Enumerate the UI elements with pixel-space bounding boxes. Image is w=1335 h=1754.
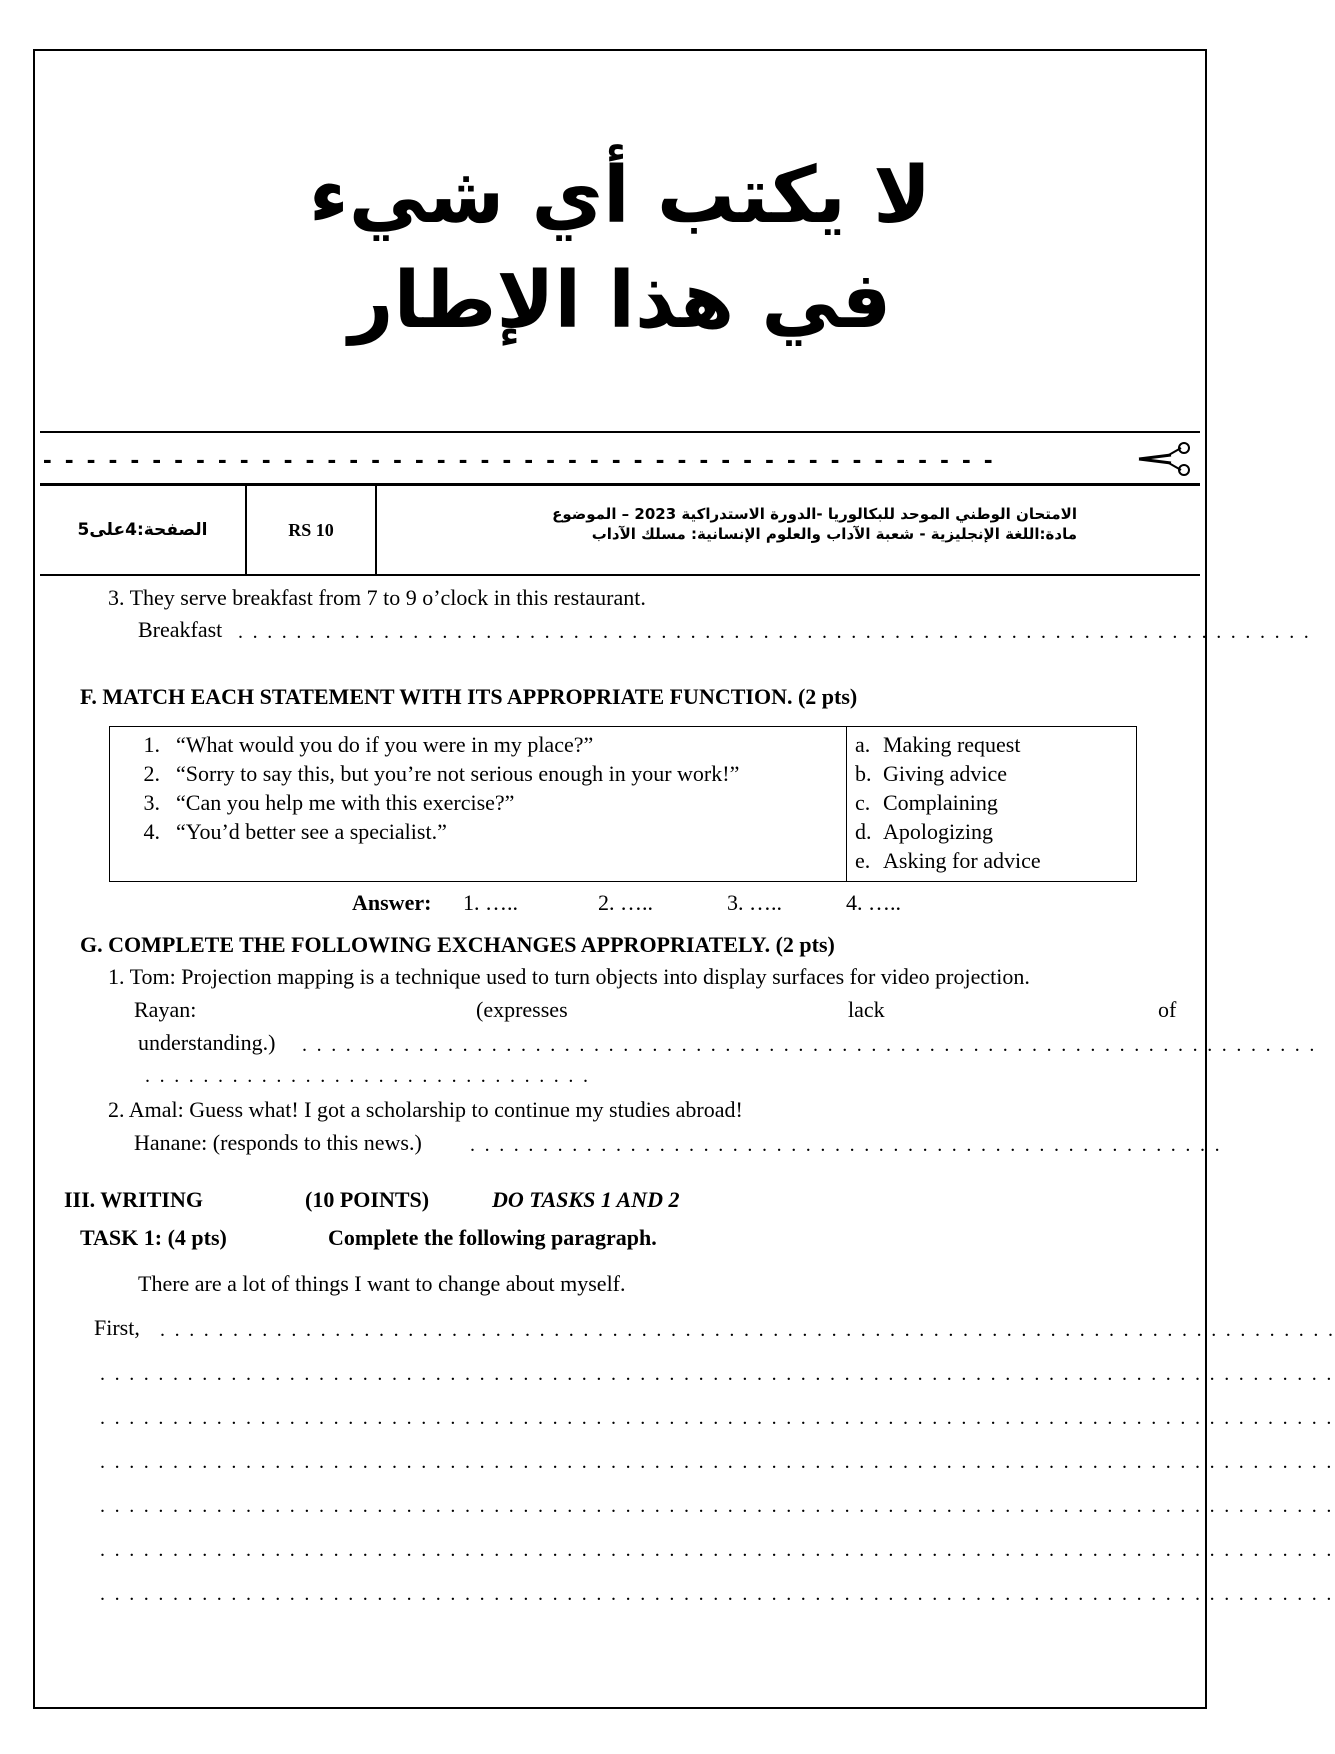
item3-sentence: 3. They serve breakfast from 7 to 9 o’clock in this restaurant. [108,585,646,610]
exchange-1-rayan: Rayan: [134,997,197,1022]
exchange-1-cont: understanding.) [138,1030,276,1055]
function-row: a. Making request [855,732,1021,757]
statement-row: 3. “Can you help me with this exercise?” [143,790,515,815]
function-row: d. Apologizing [855,819,993,844]
exchange-1-word: (expresses [476,997,568,1022]
writing-instruction: DO TASKS 1 AND 2 [492,1187,680,1212]
writing-line[interactable]: . . . . . . . . . . . . . . . . . . . . . . . . . . . . . . . . . . . . . . . . . . . . . . . . . . . . . . . . . . . . . . . . . . . . . . . . . . . . . . . . . . . . . [100,1451,1334,1473]
statements-cell [110,727,847,882]
item3-start: Breakfast [138,617,223,642]
exchange-2-prompt: 2. Amal: Guess what! I got a scholarship to continue my studies abroad! [108,1097,743,1122]
writing-line[interactable]: . . . . . . . . . . . . . . . . . . . . . . . . . . . . . . . . . . . . . . . . . . . . . . . . . . . . . . . . . . . . . . . . . . . . . . . . . . . . . . . . . . . . . [100,1583,1334,1605]
exam-title [377,504,1077,544]
cut-line: - - - - - - - - - - - - - - - - - - - - - - - - - - - - - - - - - - - - - - - - - - - - [43,444,996,474]
paragraph-first: First, [94,1315,140,1340]
statement-row: 4. “You’d better see a specialist.” [143,819,447,844]
writing-heading: III. WRITING [64,1187,203,1212]
matching-table [109,726,1137,882]
function-row: b. Giving advice [855,761,1008,786]
exam-title-line-2: مادة:اللغة الإنجليزية - شعبة الآداب والعلوم الإنسانية: مسلك الآداب [591,525,1077,543]
writing-line[interactable]: . . . . . . . . . . . . . . . . . . . . . . . . . . . . . . . . . . . . . . . . . . . . . . . . . . . . . . . . . . . . . . . . . . . . . . . . . . . . . . . . . [160,1319,1335,1341]
task1-label: TASK 1: (4 pts) [80,1225,227,1250]
answer-slot-2[interactable]: 2. ….. [598,890,653,915]
writing-points: (10 POINTS) [305,1187,430,1212]
writing-line[interactable]: . . . . . . . . . . . . . . . . . . . . . . . . . . . . . . . . . . . . . . . . . . . . . . . . . . . . . . . . . . . . . . . . . . . . . . . . . . . . . . . . . . . . . [100,1495,1334,1517]
writing-line[interactable]: . . . . . . . . . . . . . . . . . . . . . . . . . . . . . . . . . . . . . . . . . . . . . . . . . . . . . . . . . . . . . . . . . . . . . . . . . . . . . . . . . . . . . [100,1363,1334,1385]
no-write-line-1: لا يكتب أي شيء [308,151,932,241]
exam-title-line-1: الامتحان الوطني الموحد للبكالوريا -الدورة الاستدراكية 2023 – الموضوع [552,505,1077,523]
divider-top [40,431,1200,433]
writing-line[interactable]: . . . . . . . . . . . . . . . . . . . . . . . . . . . . . . . . . . . . . . . . . . . . . . . . . . . . . . . . . . . . . . . . . . . . . . . . . . . . . . . . . . . . . [100,1539,1334,1561]
paragraph-prompt: There are a lot of things I want to change about myself. [138,1271,626,1296]
section-f-title: F. MATCH EACH STATEMENT WITH ITS APPROPRIATE FUNCTION. (2 pts) [80,684,858,709]
subject-code: RS 10 [247,486,377,574]
statement-row: 1. “What would you do if you were in my place?” [143,732,594,757]
no-write-zone [35,51,1205,431]
function-row: c. Complaining [855,790,998,815]
answer-label: Answer: [352,890,432,915]
function-row: e. Asking for advice [855,848,1041,873]
functions-cell [847,727,1137,882]
exchange-2-reply: Hanane: (responds to this news.) [134,1130,422,1155]
answer-line[interactable]: . . . . . . . . . . . . . . . . . . . . . . . . . . . . . . . . . . . . . . . . . . . . . . . . . . . . . . . . . . . . . . . . . . . . . . . . . . [238,621,1312,643]
section-g-title: G. COMPLETE THE FOLLOWING EXCHANGES APPROPRIATELY. (2 pts) [80,932,835,957]
answer-slot-4[interactable]: 4. ….. [846,890,901,915]
answer-line[interactable]: . . . . . . . . . . . . . . . . . . . . . . . . . . . . . . . [145,1065,591,1087]
answer-line[interactable]: . . . . . . . . . . . . . . . . . . . . . . . . . . . . . . . . . . . . . . . . . . . . . . . . . . . . [470,1134,1222,1156]
exam-header [40,484,1200,576]
exchange-1-prompt: 1. Tom: Projection mapping is a technique used to turn objects into display surfaces for video projection. [108,964,1030,989]
answer-slot-1[interactable]: 1. ….. [463,890,518,915]
exchange-1-word: lack [848,997,885,1022]
no-write-line-2: في هذا الإطار [348,256,892,346]
statement-row: 2. “Sorry to say this, but you’re not serious enough in your work!” [143,761,740,786]
page-number: الصفحة:4على5 [40,486,247,574]
task1-instruction: Complete the following paragraph. [328,1225,657,1250]
answer-line[interactable]: . . . . . . . . . . . . . . . . . . . . . . . . . . . . . . . . . . . . . . . . . . . . . . . . . . . . . . . . . . . . . . . . . . . . . . [302,1034,1317,1056]
scissors-icon [1137,441,1191,477]
writing-line[interactable]: . . . . . . . . . . . . . . . . . . . . . . . . . . . . . . . . . . . . . . . . . . . . . . . . . . . . . . . . . . . . . . . . . . . . . . . . . . . . . . . . . . . . . [100,1407,1334,1429]
answer-slot-3[interactable]: 3. ….. [727,890,782,915]
exchange-1-word: of [1158,997,1177,1022]
